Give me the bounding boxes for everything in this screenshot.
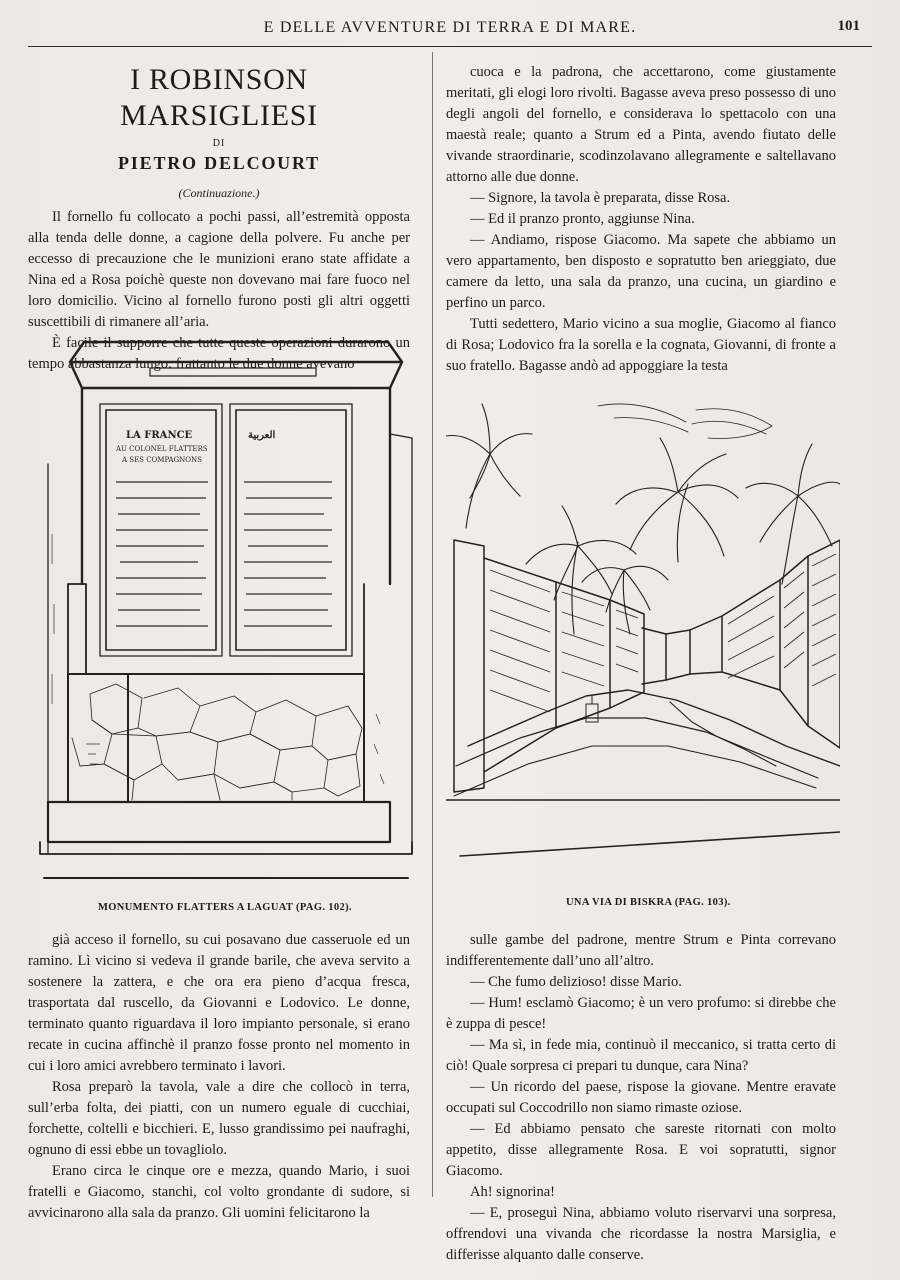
paragraph: già acceso il fornello, su cui posavano due casseruole ed un ramino. Lì vicino si vedeva il grande barile, che aveva servito a sostenere la zattera, e che ora era pieno d’acqua fresca, trasportata dal ruscello, da Giovanni e Lodovico. Le donne, terminato quanto riguardava il loro impianto personale, si erano recate in cucina affinchè il pranzo fosse pronto nel momento in cui i loro amici avrebbero terminato i lavori. (28, 932, 410, 1074)
paragraph: — Signore, la tavola è preparata, disse Rosa. (470, 190, 731, 206)
svg-text:العربية: العربية (248, 430, 276, 441)
paragraph: — Ed abbiamo pensato che sareste ritornati con molto appetito, disse allegramente Rosa. E voi sopratutti, signor Giacomo. (446, 1121, 836, 1179)
paragraph: sulle gambe del padrone, mentre Strum e Pinta correvano indifferentemente dall’uno all’altro. (446, 932, 836, 969)
paragraph: È facile il supporre che tutte queste operazioni durarono un tempo abbastanza lungo: frattanto le due donne avevano (28, 335, 410, 372)
paragraph: Tutti sedettero, Mario vicino a sua moglie, Giacomo al fianco di Rosa; Lodovico fra la sorella e la cognata, Giovanni, di fronte a suo fratello. Bagasse andò ad appoggiare la testa (446, 316, 836, 374)
byline-di: DI (212, 138, 226, 149)
article-title: I ROBINSON MARSIGLIESI (120, 63, 318, 132)
left-column-bottom (28, 930, 410, 1224)
svg-text:LA FRANCE: LA FRANCE (126, 430, 193, 441)
right-column-bottom (446, 930, 836, 1266)
svg-text:A SES COMPAGNONS: A SES COMPAGNONS (122, 456, 202, 464)
paragraph: — E, proseguì Nina, abbiamo voluto riservarvi una sorpresa, offrendovi una vivanda che ricordasse la nostra Marsiglia, e differisse alquanto dalle conserve. (446, 1205, 836, 1263)
paragraph: cuoca e la padrona, che accettarono, come giustamente meritati, gli elogi loro rivolti. Bagasse aveva preso possesso di uno degli angoli del fornello, e considerava lo spettacolo con una maestà reale; quanto a Strum ed a Pinta, avendo fiutato delle vivande straordinarie, scodinzolavano allegramente e saltellavano attorno alle due donne. (446, 64, 836, 185)
monument-illustration (30, 334, 420, 890)
paragraph: — Hum! esclamò Giacomo; è un vero profumo: si direbbe che è zuppa di pesce! (446, 995, 836, 1032)
paragraph: Erano circa le cinque ore e mezza, quando Mario, i suoi fratelli e Giacomo, stanchi, col volto grondante di sudore, si avvicinarono alla sala da pranzo. Gli uomini felicitarono la (28, 1163, 410, 1221)
page-number: 101 (837, 18, 860, 34)
right-caption: UNA VIA DI BISKRA (PAG. 103). (566, 897, 731, 908)
running-head (28, 12, 872, 47)
running-title: E DELLE AVVENTURE DI TERRA E DI MARE. (263, 19, 637, 36)
author-name: PIETRO DELCOURT (118, 153, 320, 173)
paragraph: — Andiamo, rispose Giacomo. Ma sapete che abbiamo un vero appartamento, ben disposto e sopratutto ben arieggiato, due camere da letto, una sala da pranzo, una cucina, un giardino e perfino un parco. (446, 232, 836, 311)
column-divider (432, 52, 433, 1197)
paragraph: — Ma sì, in fede mia, continuò il meccanico, si tratta certo di ciò! Quale sorpresa ci prepari tu dunque, cara Nina? (446, 1037, 836, 1074)
paragraph: — Ed il pranzo pronto, aggiunse Nina. (470, 211, 695, 227)
paragraph: — Che fumo delizioso! disse Mario. (470, 974, 682, 990)
left-caption: MONUMENTO FLATTERS A LAGUAT (PAG. 102). (98, 902, 352, 913)
svg-text:AU COLONEL FLATTERS: AU COLONEL FLATTERS (116, 445, 208, 453)
right-column-top (446, 62, 836, 377)
paragraph: Il fornello fu collocato a pochi passi, all’estremità opposta alla tenda delle donne, a cagione della polvere. Fu anche per eccesso di precauzione che le munizioni erano state affidate a Nina ed a Rosa poichè queste non dovevano mai fare fuoco nel loro domicilio. Vicino al fornello furono posti gli altri oggetti suscettibili di rimanere all’aria. (28, 209, 410, 330)
paragraph: — Un ricordo del paese, rispose la giovane. Mentre eravate occupati sul Coccodrillo non siamo rimaste oziose. (446, 1079, 836, 1116)
street-illustration (446, 386, 840, 880)
continuation-note: (Continuazione.) (178, 186, 260, 200)
paragraph: Ah! signorina! (470, 1184, 555, 1200)
paragraph: Rosa preparò la tavola, vale a dire che collocò in terra, sull’erba folta, dei piatti, con un numero eguale di cucchiai, forchette, coltelli e bicchieri. E, lusso grandissimo pei naufraghi, ognuno di essi ebbe un tovagliolo. (28, 1079, 410, 1158)
left-column-top (28, 62, 410, 375)
